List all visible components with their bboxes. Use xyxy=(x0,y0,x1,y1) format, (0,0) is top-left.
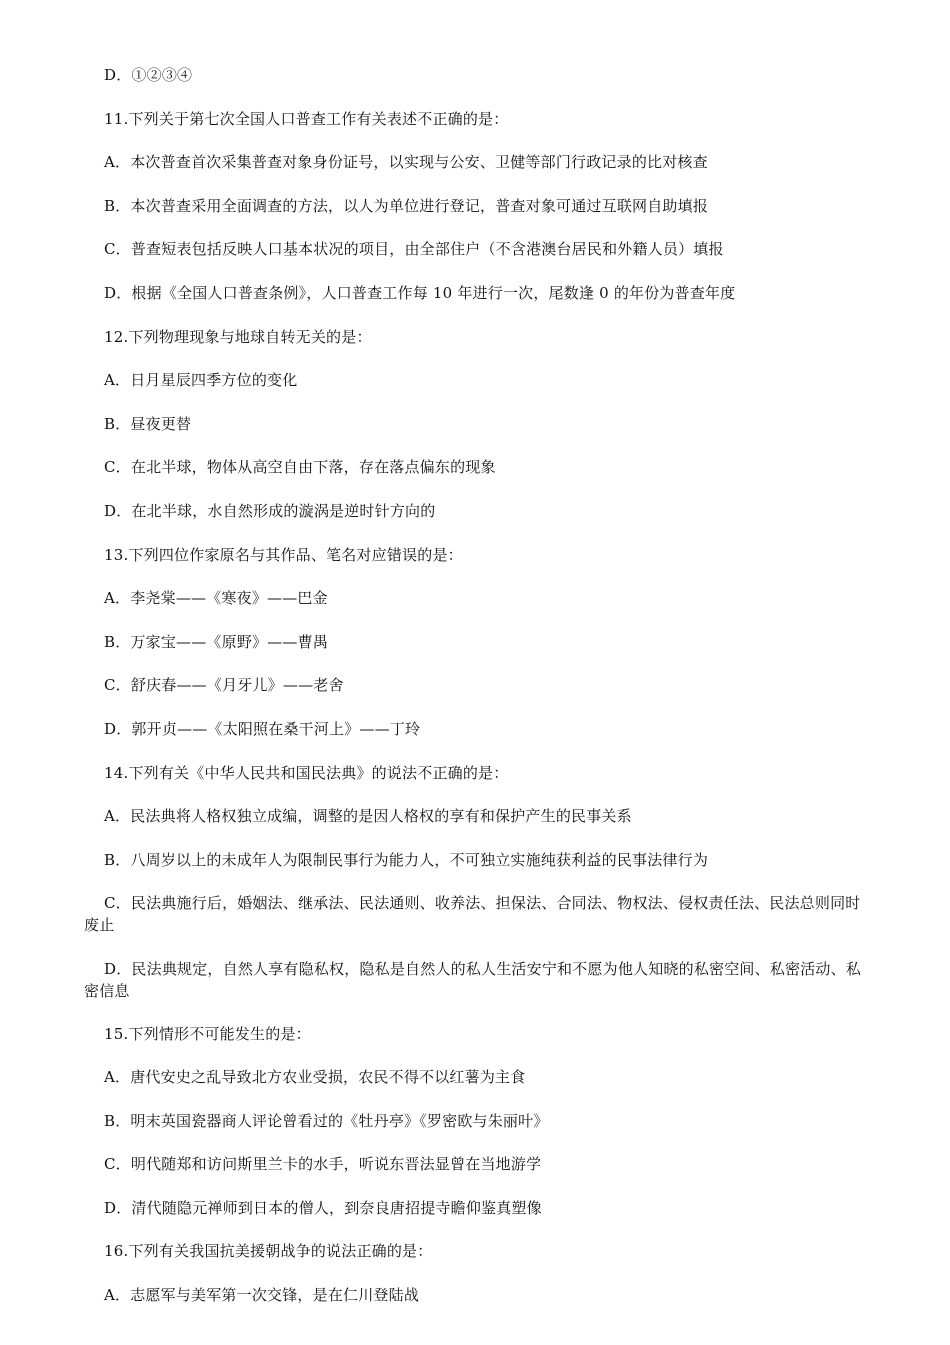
q12-option-b: B．昼夜更替 xyxy=(104,415,192,433)
q15-option-c: C．明代随郑和访问斯里兰卡的水手，听说东晋法显曾在当地游学 xyxy=(104,1155,542,1173)
q15-stem: 15.下列情形不可能发生的是： xyxy=(104,1025,311,1043)
q11-option-d: D．根据《全国人口普查条例》，人口普查工作每 10 年进行一次，尾数逢 0 的年份为普查年度 xyxy=(104,284,736,302)
q13-option-c: C．舒庆春——《月牙儿》——老舍 xyxy=(104,676,344,694)
q14-option-b: B．八周岁以上的未成年人为限制民事行为能力人，不可独立实施纯获利益的民事法律行为 xyxy=(104,851,709,869)
q16-option-a: A．志愿军与美军第一次交锋，是在仁川登陆战 xyxy=(104,1286,420,1304)
q15-option-a: A．唐代安史之乱导致北方农业受损，农民不得不以红薯为主食 xyxy=(104,1068,526,1086)
q13-option-a: A．李尧棠——《寒夜》——巴金 xyxy=(104,589,328,607)
q13-option-d: D．郭开贞——《太阳照在桑干河上》——丁玲 xyxy=(104,720,421,738)
q14-option-c: C．民法典施行后，婚姻法、继承法、民法通则、收养法、担保法、合同法、物权法、侵权责任法、民法总则同时废止 xyxy=(84,894,861,934)
q14-stem: 14.下列有关《中华人民共和国民法典》的说法不正确的是： xyxy=(104,764,509,782)
q12-option-d: D．在北半球，水自然形成的漩涡是逆时针方向的 xyxy=(104,502,436,520)
q10-option-d: D．①②③④ xyxy=(104,66,193,84)
q16-stem: 16.下列有关我国抗美援朝战争的说法正确的是： xyxy=(104,1242,433,1260)
q11-stem: 11.下列关于第七次全国人口普查工作有关表述不正确的是： xyxy=(104,110,509,128)
q12-stem: 12.下列物理现象与地球自转无关的是： xyxy=(104,328,372,346)
q15-option-d: D．清代随隐元禅师到日本的僧人，到奈良唐招提寺瞻仰鉴真塑像 xyxy=(104,1199,542,1217)
q14-option-a: A．民法典将人格权独立成编，调整的是因人格权的享有和保护产生的民事关系 xyxy=(104,807,632,825)
q12-option-c: C．在北半球，物体从高空自由下落，存在落点偏东的现象 xyxy=(104,458,496,476)
q13-option-b: B．万家宝——《原野》——曹禺 xyxy=(104,633,329,651)
q11-option-b: B．本次普查采用全面调查的方法，以人为单位进行登记，普查对象可通过互联网自助填报 xyxy=(104,197,709,215)
q12-option-a: A．日月星辰四季方位的变化 xyxy=(104,371,298,389)
q13-stem: 13.下列四位作家原名与其作品、笔名对应错误的是： xyxy=(104,546,463,564)
q11-option-c: C．普查短表包括反映人口基本状况的项目，由全部住户（不含港澳台居民和外籍人员）填报 xyxy=(104,240,724,258)
q14-option-d: D．民法典规定，自然人享有隐私权，隐私是自然人的私人生活安宁和不愿为他人知晓的私密空间、私密活动、私密信息 xyxy=(84,960,862,1000)
q15-option-b: B．明末英国瓷器商人评论曾看过的《牡丹亭》《罗密欧与朱丽叶》 xyxy=(104,1112,549,1130)
q11-option-a: A．本次普查首次采集普查对象身份证号，以实现与公安、卫健等部门行政记录的比对核查 xyxy=(104,153,708,171)
